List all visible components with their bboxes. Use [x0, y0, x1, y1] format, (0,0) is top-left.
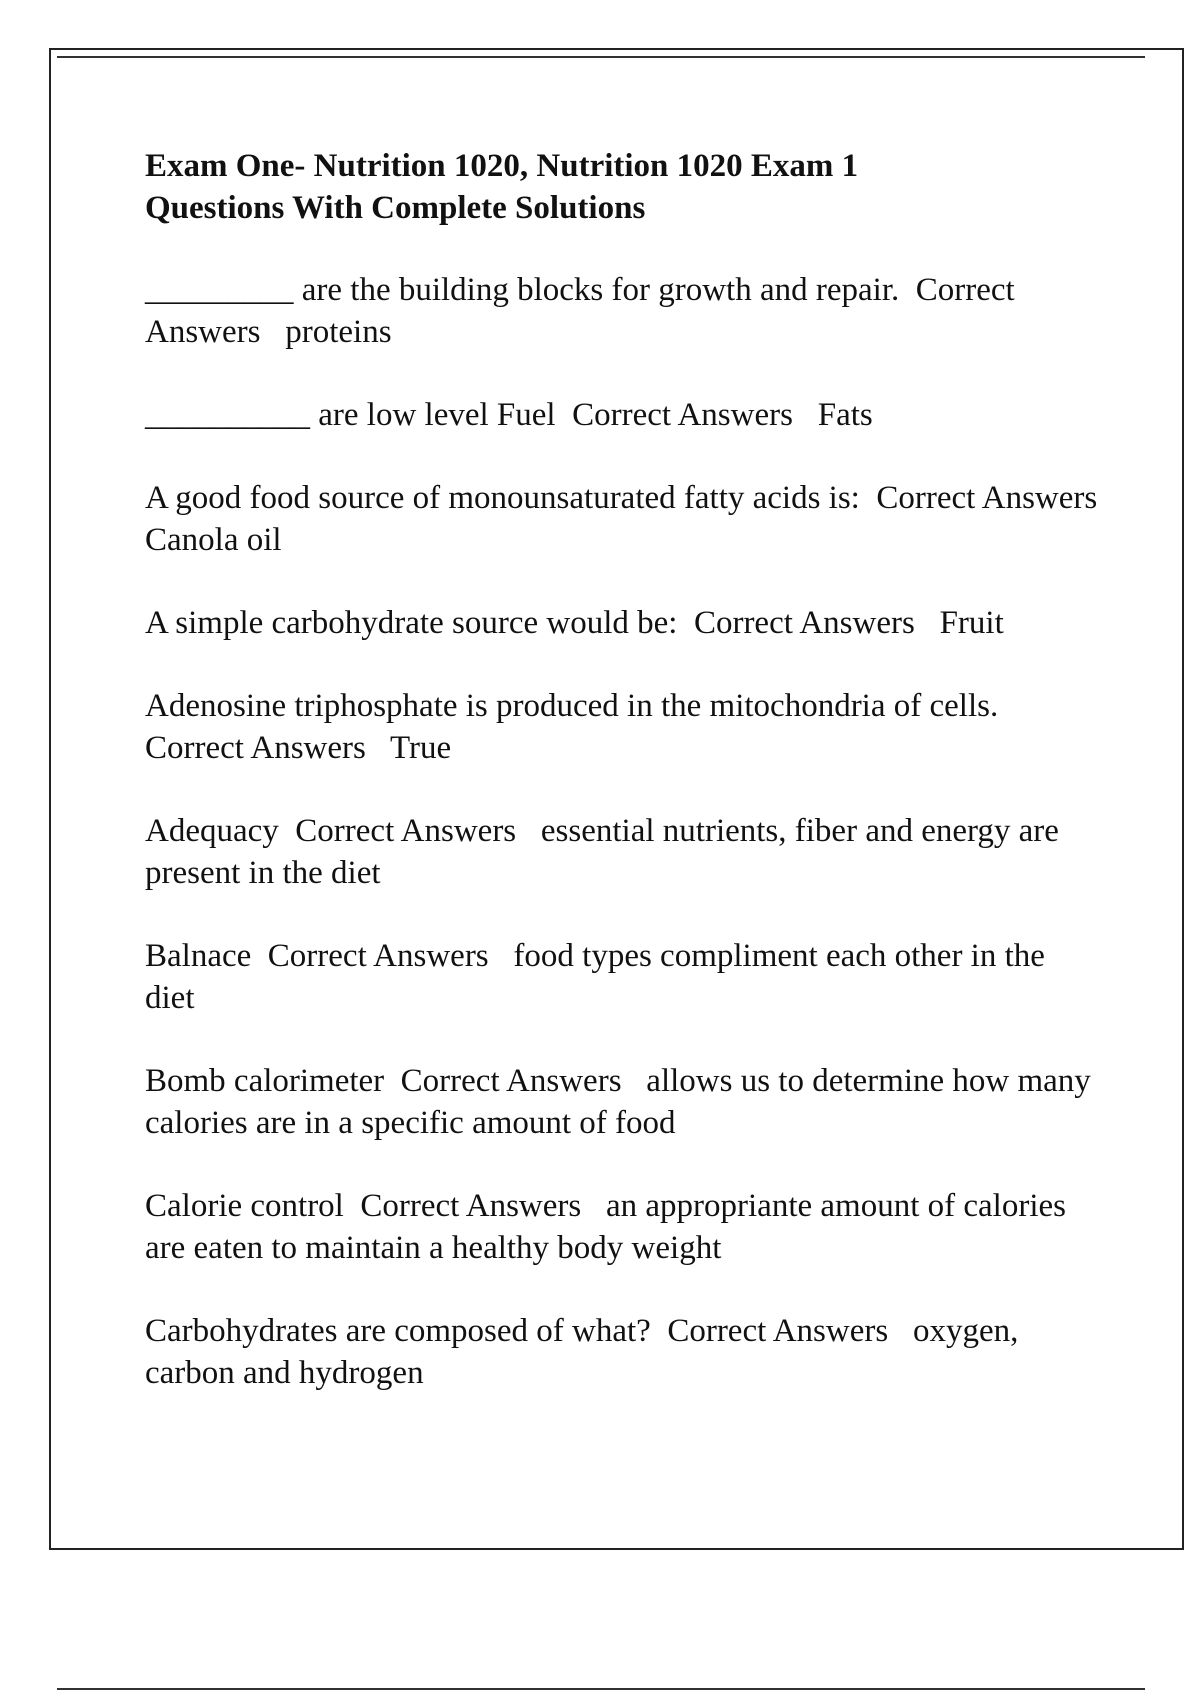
answer-label: Correct Answers: [360, 1188, 582, 1224]
answer-label: Correct Answers: [295, 813, 517, 849]
question-text: Adequacy: [145, 813, 279, 849]
qa-item: [145, 685, 1100, 769]
answer-label: Correct Answers: [693, 605, 915, 641]
question-text: Adenosine triphosphate is produced in the mitochondria of cells.: [145, 688, 999, 724]
question-text: Carbohydrates are composed of what?: [145, 1313, 651, 1349]
qa-item: [145, 602, 1100, 644]
answer-label: Correct Answers: [876, 480, 1098, 516]
answer-label: Correct Answers: [572, 397, 793, 433]
answer-text: Fruit: [939, 605, 1004, 641]
answer-label: Correct Answers: [667, 1313, 889, 1349]
answer-text: Canola oil: [145, 522, 282, 558]
qa-item: [145, 935, 1100, 1019]
answer-text: allows us to determine how many calories are in a specific amount of food: [145, 1063, 1100, 1141]
answer-text: food types compliment each other in the diet: [145, 938, 1054, 1016]
answer-text: essential nutrients, fiber and energy are present in the diet: [145, 813, 1068, 891]
qa-item: [145, 477, 1100, 561]
question-text: Balnace: [145, 938, 252, 974]
answer-text: oxygen, carbon and hydrogen: [145, 1313, 1027, 1391]
answer-text: True: [390, 730, 452, 766]
document-title: Exam One- Nutrition 1020, Nutrition 1020 Exam 1 Questions With Complete Solutions: [145, 148, 859, 226]
qa-item: [145, 269, 1100, 353]
qa-item: [145, 1185, 1100, 1269]
question-text: _________ are the building blocks for growth and repair.: [145, 272, 900, 308]
qa-item: [145, 1310, 1100, 1394]
qa-item: [145, 1060, 1100, 1144]
header-rule: [57, 56, 1145, 58]
document-body: [145, 145, 1100, 1435]
answer-text: an appropriante amount of calories are eaten to maintain a healthy body weight: [145, 1188, 1075, 1266]
footer-rule: [57, 1688, 1145, 1690]
answer-text: proteins: [285, 314, 392, 350]
answer-label: Correct Answers: [145, 730, 366, 766]
question-text: __________ are low level Fuel: [145, 397, 556, 433]
question-text: Bomb calorimeter: [145, 1063, 385, 1099]
question-text: A good food source of monounsaturated fatty acids is:: [145, 480, 860, 516]
qa-item: [145, 394, 1100, 436]
answer-label: Correct Answers: [267, 938, 489, 974]
answer-label: Correct Answers: [400, 1063, 622, 1099]
answer-text: Fats: [817, 397, 873, 433]
answer-label: Correct Answers: [145, 272, 1022, 350]
question-text: Calorie control: [145, 1188, 344, 1224]
question-text: A simple carbohydrate source would be:: [145, 605, 678, 641]
qa-item: [145, 810, 1100, 894]
